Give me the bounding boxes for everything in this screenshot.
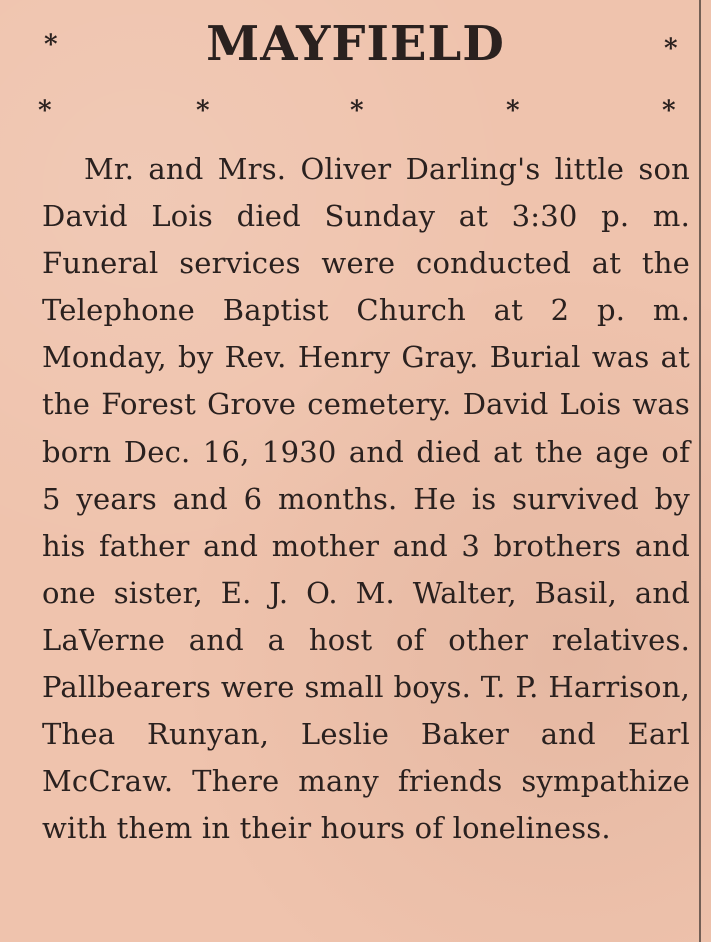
page-title: MAYFIELD: [206, 16, 505, 72]
ornament-star-5: *: [662, 96, 676, 126]
ornament-star-2: *: [196, 96, 210, 126]
masthead: [0, 14, 711, 74]
ornament-star-right: *: [664, 34, 678, 64]
column-rule: [699, 0, 701, 942]
ornament-star-left: *: [44, 30, 58, 60]
ornament-star-1: *: [38, 96, 52, 126]
ornament-star-4: *: [506, 96, 520, 126]
obituary-paragraph: [42, 146, 690, 852]
obituary-text: Mr. and Mrs. Oliver Darling's little son David Lois died Sunday at 3:30 p. m. Funeral services were conducted at the Telephone Baptist Church at 2 p. m. Monday, by Rev. Henry Gray. Burial was at the Forest Grove cemetery. David Lois was born Dec. 16, 1930 and died at the age of 5 years and 6 months. He is survived by his father and mother and 3 brothers and one sister, E. J. O. M. Walter, Basil, and LaVerne and a host of other relatives. Pallbearers were small boys. T. P. Harrison, Thea Runyan, Leslie Baker and Earl McCraw. There many friends sympathize with them in their hours of loneliness.: [42, 152, 690, 846]
ornament-star-3: *: [350, 96, 364, 126]
ornament-divider: [0, 98, 711, 128]
